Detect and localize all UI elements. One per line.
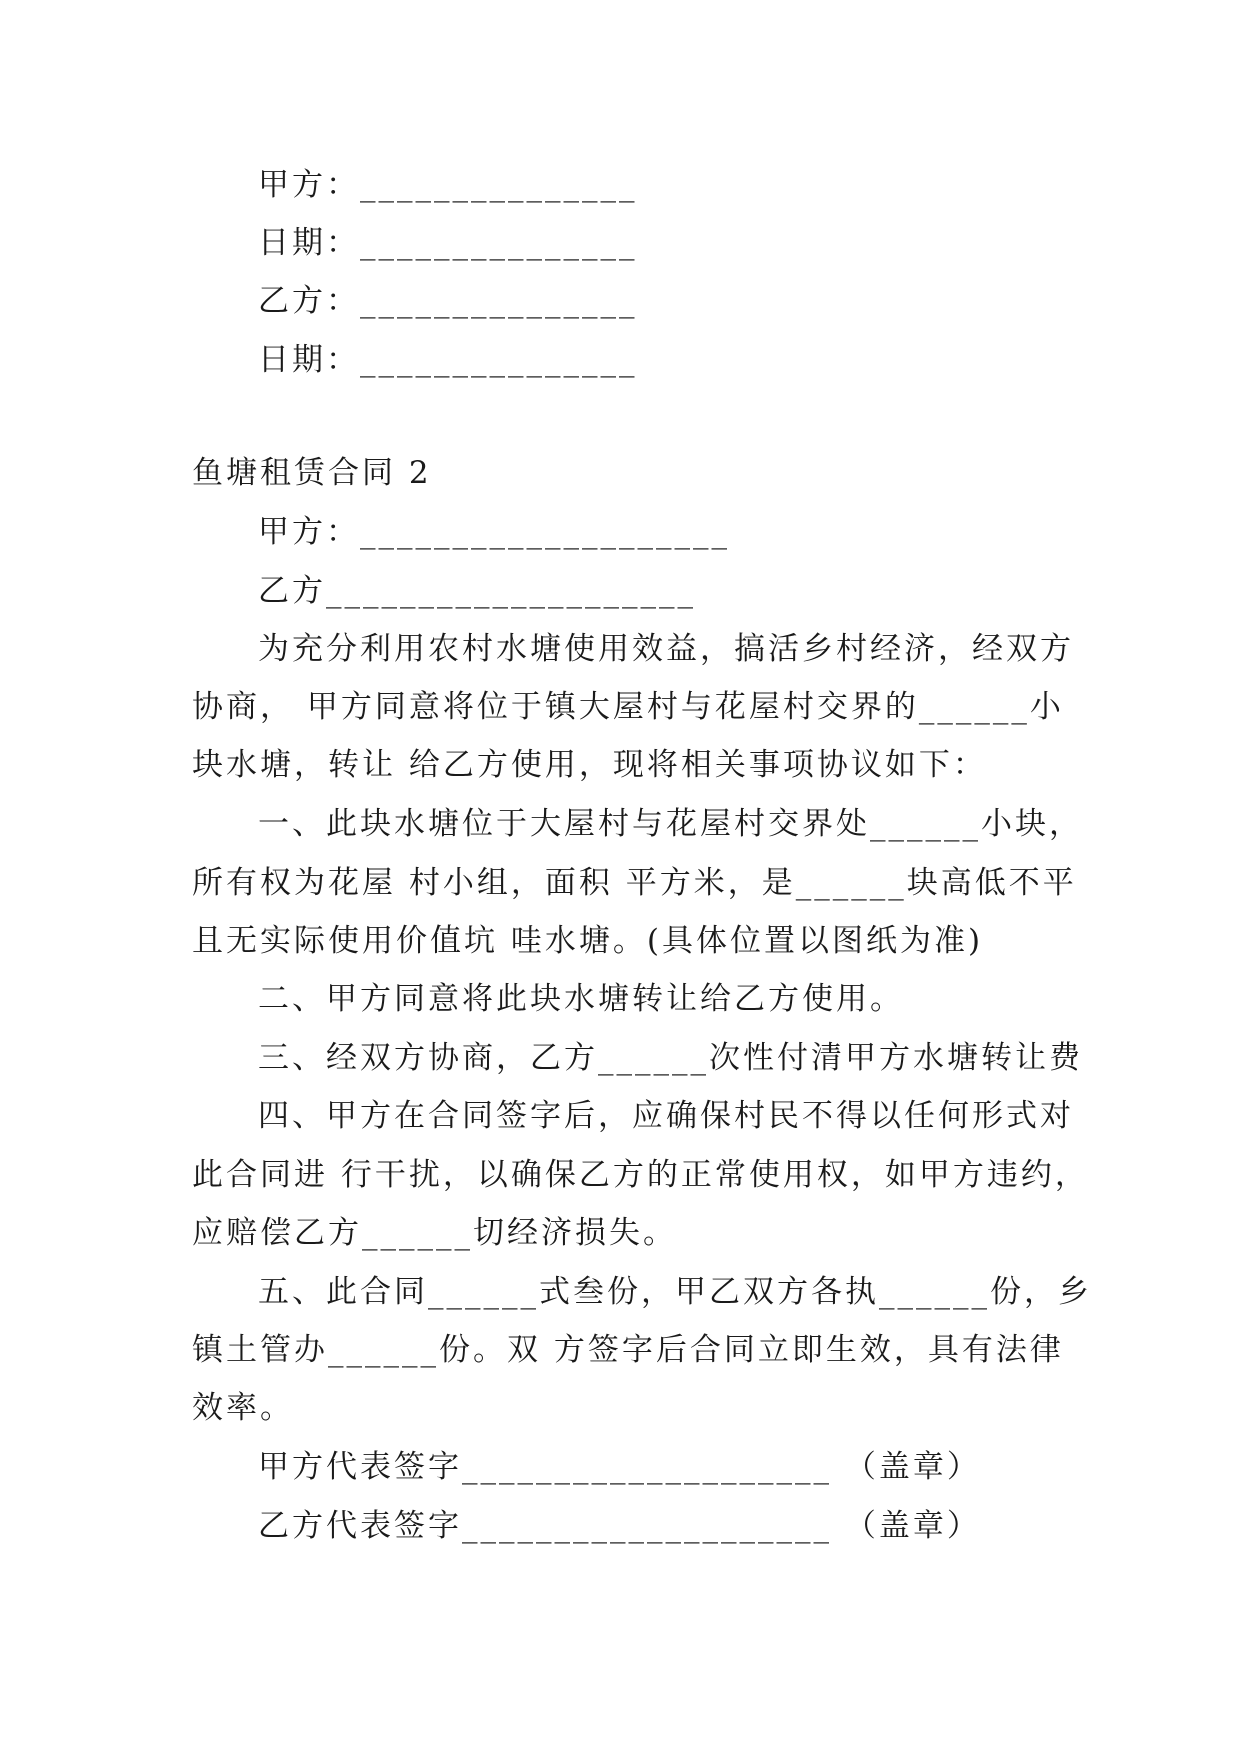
party-b-line: 乙方____________________ [258,573,696,609]
party-a-line: 甲方：____________________ [258,514,730,550]
clause-4-line: 此合同进 行干扰，以确保乙方的正常使用权，如甲方违约， [192,1157,1089,1193]
clause-4-line: 应赔偿乙方______切经济损失。 [192,1215,677,1251]
clause-5-line: 效率。 [192,1390,294,1426]
clause-5-line: 镇土管办______份。双 方签字后合同立即生效，具有法律 [192,1332,1064,1368]
intro-paragraph-line: 协商， 甲方同意将位于镇大屋村与花屋村交界的______小 [192,689,1064,725]
party-a-representative-signature: 甲方代表签字____________________ （盖章） [258,1449,981,1485]
date-line: 日期：_______________ [258,342,638,378]
clause-4-line: 四、甲方在合同签字后，应确保村民不得以任何形式对 [258,1098,1074,1134]
party-a-signature-line: 甲方：_______________ [258,167,638,203]
contract-title: 鱼塘租赁合同 2 [192,455,432,491]
intro-paragraph-line: 为充分利用农村水塘使用效益，搞活乡村经济，经双方 [258,631,1074,667]
clause-1-line: 且无实际使用价值坑 哇水塘。(具体位置以图纸为准) [192,923,984,959]
party-b-representative-signature: 乙方代表签字____________________ （盖章） [258,1508,981,1544]
party-b-signature-line: 乙方：_______________ [258,283,638,319]
clause-3-line: 三、经双方协商，乙方______次性付清甲方水塘转让费 [258,1040,1083,1076]
clause-2-line: 二、甲方同意将此块水塘转让给乙方使用。 [258,981,904,1017]
intro-paragraph-line: 块水塘，转让 给乙方使用，现将相关事项协议如下： [192,747,987,783]
clause-5-line: 五、此合同______式叁份，甲乙双方各执______份，乡 [258,1274,1092,1310]
clause-1-line: 所有权为花屋 村小组，面积 平方米，是______块高低不平 [192,865,1077,901]
date-line: 日期：_______________ [258,225,638,261]
clause-1-line: 一、此块水塘位于大屋村与花屋村交界处______小块， [258,806,1083,842]
